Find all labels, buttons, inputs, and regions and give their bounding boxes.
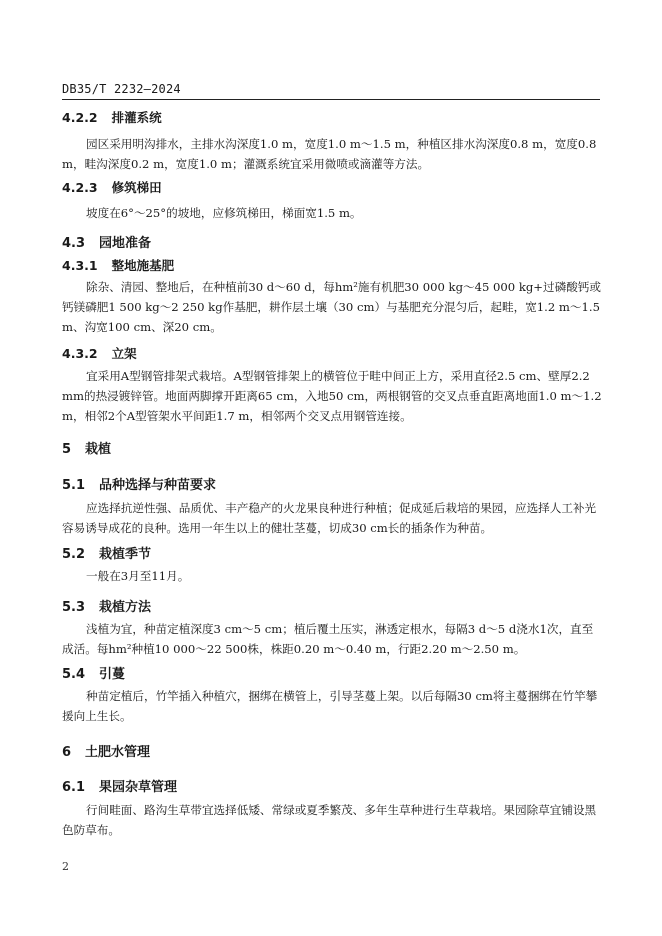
section-number: 5 (62, 442, 72, 457)
section-heading-5 (62, 438, 111, 457)
section-number: 5.4 (62, 667, 86, 682)
paragraph-vine-guiding: 种苗定植后，竹竿插入种植穴，捆绑在横管上，引导茎蔓上架。以后每隔30 cm将主蔓捆绑在竹竿攀援向上生长。 (62, 689, 598, 723)
section-number: 4.3.1 (62, 258, 98, 273)
section-heading-4-3-1 (62, 256, 174, 274)
section-number: 5.1 (62, 478, 86, 493)
section-heading-4-2-2 (62, 108, 162, 126)
section-heading-4-3-2 (62, 344, 137, 362)
section-title: 整地施基肥 (111, 258, 175, 273)
paragraph-planting-method: 浅植为宜，种苗定植深度3 cm～5 cm；植后覆土压实，淋透定根水，每隔3 d～5 d浇水1次，直至成活。每hm²种植10 000～22 500株，株距0.20 m～0.40 m，行距2.20 m～2.50 m。 (62, 622, 594, 656)
section-title: 修筑梯田 (111, 180, 162, 195)
section-title: 品种选择与种苗要求 (99, 478, 217, 493)
section-title: 引蔓 (99, 667, 126, 682)
section-heading-4-2-3 (62, 178, 162, 196)
standard-code: DB35/T 2232—2024 (62, 82, 181, 96)
header-rule (62, 99, 600, 100)
section-title: 果园杂草管理 (99, 780, 178, 795)
paragraph-weed-management: 行间畦面、路沟生草带宜选择低矮、常绿或夏季繁茂、多年生草种进行生草栽培。果园除草宜铺设黑色防草布。 (62, 803, 597, 837)
paragraph-trellis: 宜采用A型钢管排架式栽培。A型钢管排架上的横管位于畦中间正上方，采用直径2.5 cm、壁厚2.2 mm的热浸镀锌管。地面两脚撑开距离65 cm，入地50 cm，两根钢管的交叉点垂直距离地面1.0 m～1.2 m，相邻2个A型管架水平间距1.7 m，相邻两个交叉点用钢管连接。 (62, 369, 602, 423)
section-title: 栽植方法 (99, 600, 152, 615)
section-number: 5.2 (62, 547, 86, 562)
section-number: 4.2.3 (62, 180, 98, 195)
section-heading-4-3 (62, 232, 151, 251)
section-title: 栽植 (85, 442, 112, 457)
section-heading-6 (62, 741, 150, 760)
section-number: 6.1 (62, 780, 86, 795)
section-heading-5-3 (62, 596, 151, 615)
section-title: 土肥水管理 (85, 745, 151, 760)
paragraph-drainage: 园区采用明沟排水，主排水沟深度1.0 m，宽度1.0 m～1.5 m，种植区排水沟深度0.8 m，宽度0.8 m，畦沟深度0.2 m，宽度1.0 m；灌溉系统宜采用微喷或滴灌等方法。 (62, 137, 597, 171)
section-heading-5-2 (62, 543, 151, 562)
paragraph-variety-selection: 应选择抗逆性强、品质优、丰产稳产的火龙果良种进行种植；促成延后栽培的果园，应选择人工补光容易诱导成花的良种。选用一年生以上的健壮茎蔓，切成30 cm长的插条作为种苗。 (62, 501, 597, 535)
paragraph-planting-season: 一般在3月至11月。 (86, 569, 190, 583)
section-number: 6 (62, 745, 72, 760)
section-number: 4.2.2 (62, 110, 98, 125)
section-title: 排灌系统 (111, 110, 162, 125)
section-number: 4.3 (62, 236, 86, 251)
section-heading-5-1 (62, 474, 216, 493)
paragraph-base-fertilizer: 除杂、清园、整地后，在种植前30 d～60 d，每hm²施有机肥30 000 kg～45 000 kg+过磷酸钙或钙镁磷肥1 500 kg～2 250 kg作基肥，耕作层土壤（30 cm）与基肥充分混匀后，起畦，宽1.2 m～1.5 m、沟宽100 cm、深20 cm。 (62, 280, 601, 334)
page-number: 2 (62, 860, 69, 873)
section-number: 4.3.2 (62, 346, 98, 361)
paragraph-terraces: 坡度在6°～25°的坡地，应修筑梯田，梯面宽1.5 m。 (86, 206, 362, 220)
section-title: 园地准备 (99, 236, 152, 251)
section-title: 立架 (111, 346, 137, 361)
section-heading-6-1 (62, 776, 177, 795)
section-number: 5.3 (62, 600, 86, 615)
section-title: 栽植季节 (99, 547, 152, 562)
section-heading-5-4 (62, 663, 125, 682)
